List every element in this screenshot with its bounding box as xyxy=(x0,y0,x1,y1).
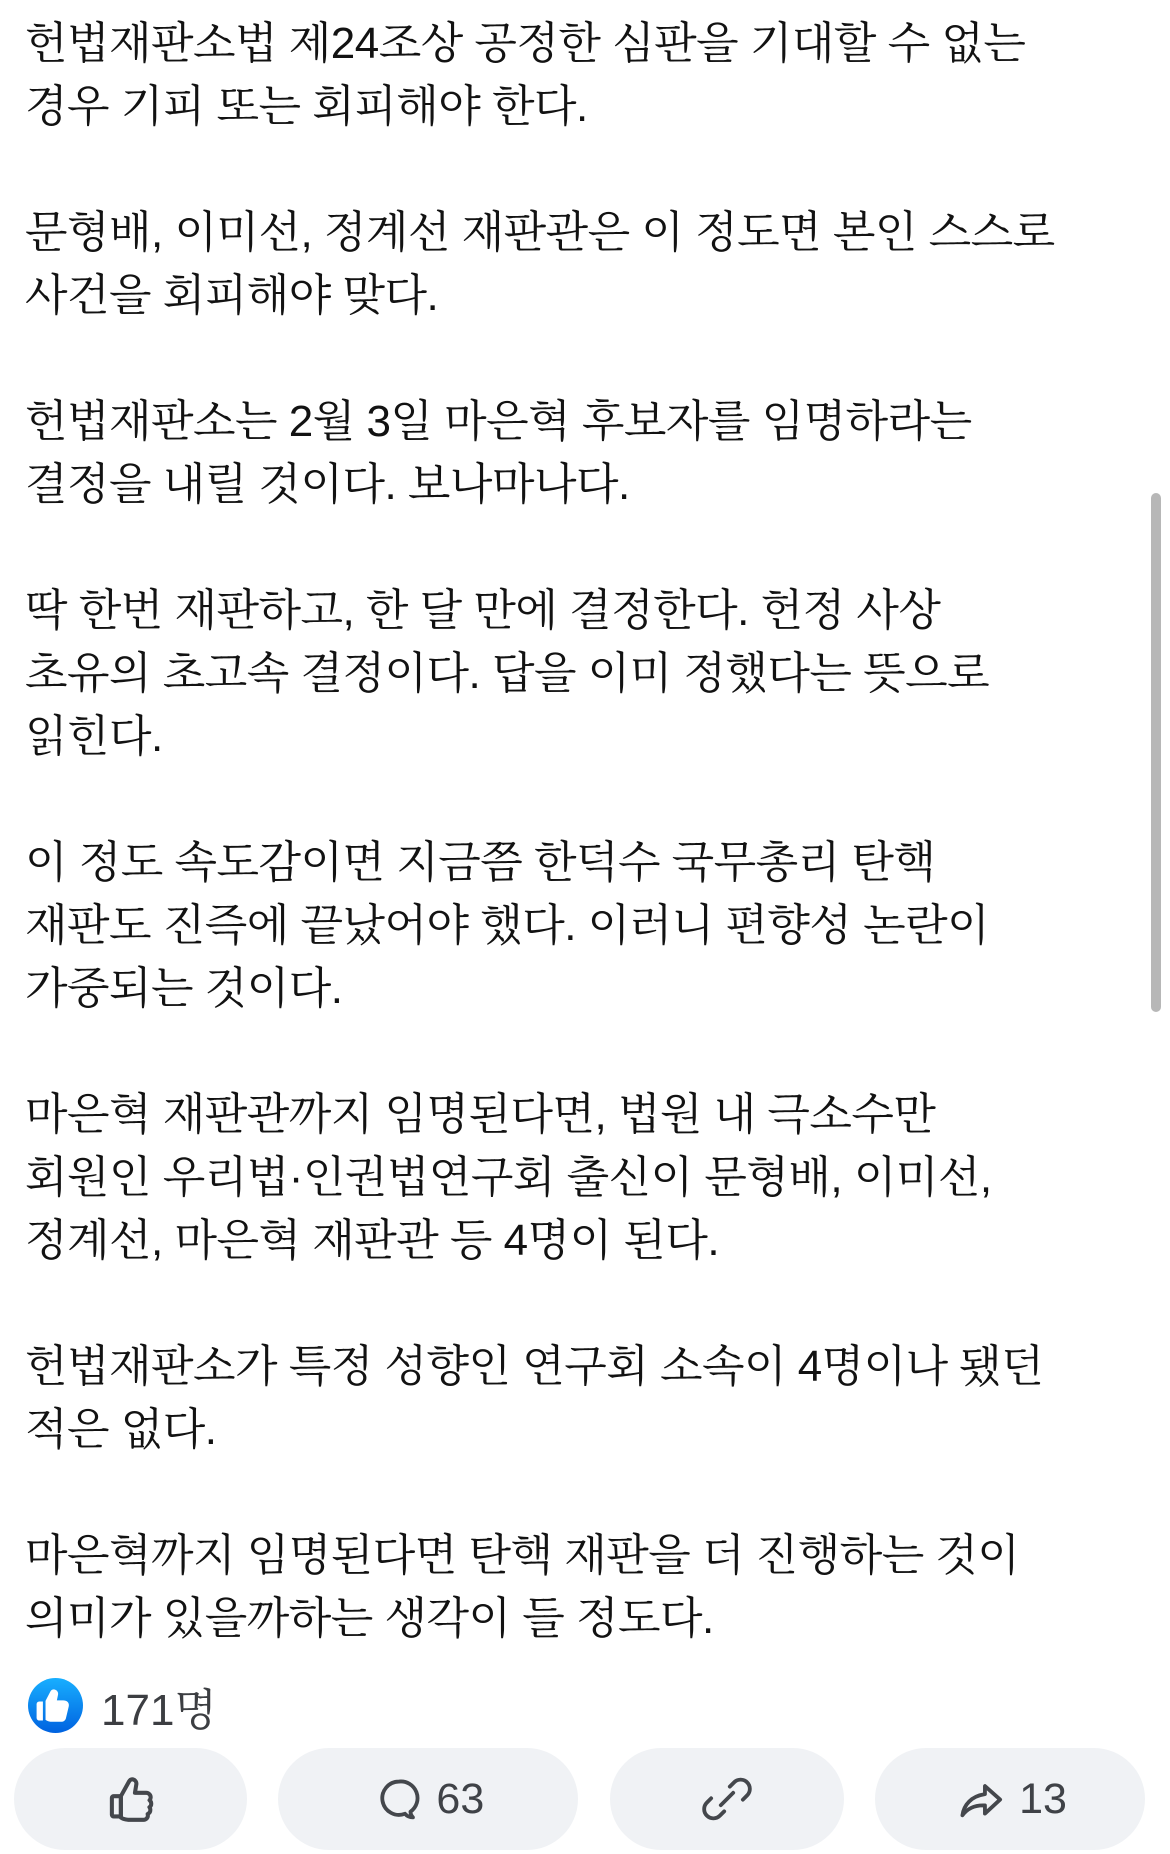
post-paragraph: 헌법재판소법 제24조상 공정한 심판을 기대할 수 없는 경우 기피 또는 회피해야 한다. xyxy=(25,19,1026,131)
post-paragraph: 문형배, 이미선, 정계선 재판관은 이 정도면 본인 스스로 사건을 회피해야 맞다. xyxy=(25,208,1055,320)
like-button[interactable] xyxy=(14,1748,247,1850)
scrollbar-thumb[interactable] xyxy=(1151,493,1161,1012)
post-paragraph: 헌법재판소는 2월 3일 마은혁 후보자를 임명하라는 결정을 내릴 것이다. 보나마나다. xyxy=(25,397,972,509)
post-paragraph: 딱 한번 재판하고, 한 달 만에 결정한다. 헌정 사상 초유의 초고속 결정이다. 답을 이미 정했다는 뜻으로 읽힌다. xyxy=(25,586,990,761)
comment-count: 63 xyxy=(436,1774,485,1823)
post-paragraph: 헌법재판소가 특정 성향인 연구회 소속이 4명이나 됐던 적은 없다. xyxy=(25,1342,1044,1454)
post-paragraph: 마은혁 재판관까지 임명된다면, 법원 내 극소수만 회원인 우리법·인권법연구회 출신이 문형배, 이미선, 정계선, 마은혁 재판관 등 4명이 된다. xyxy=(25,1090,992,1265)
action-bar xyxy=(0,1748,1170,1850)
post-paragraph: 마은혁까지 임명된다면 탄핵 재판을 더 진행하는 것이 의미가 있을까하는 생각이 들 정도다. xyxy=(25,1531,1020,1643)
post-paragraph: 이 정도 속도감이면 지금쯤 한덕수 국무총리 탄핵 재판도 진즉에 끝났어야 했다. 이러니 편향성 논란이 가중되는 것이다. xyxy=(25,838,990,1013)
link-button[interactable] xyxy=(610,1748,844,1850)
like-count: 171명 xyxy=(101,1685,217,1735)
reaction-summary[interactable] xyxy=(0,1678,1170,1733)
share-arrow-icon xyxy=(953,1772,1009,1826)
link-icon xyxy=(700,1772,754,1826)
share-button[interactable] xyxy=(875,1748,1145,1850)
comment-icon xyxy=(372,1772,426,1826)
comment-button[interactable] xyxy=(278,1748,578,1850)
like-badge-icon xyxy=(28,1678,83,1733)
share-count: 13 xyxy=(1019,1774,1067,1823)
thumbs-up-icon xyxy=(104,1772,158,1826)
